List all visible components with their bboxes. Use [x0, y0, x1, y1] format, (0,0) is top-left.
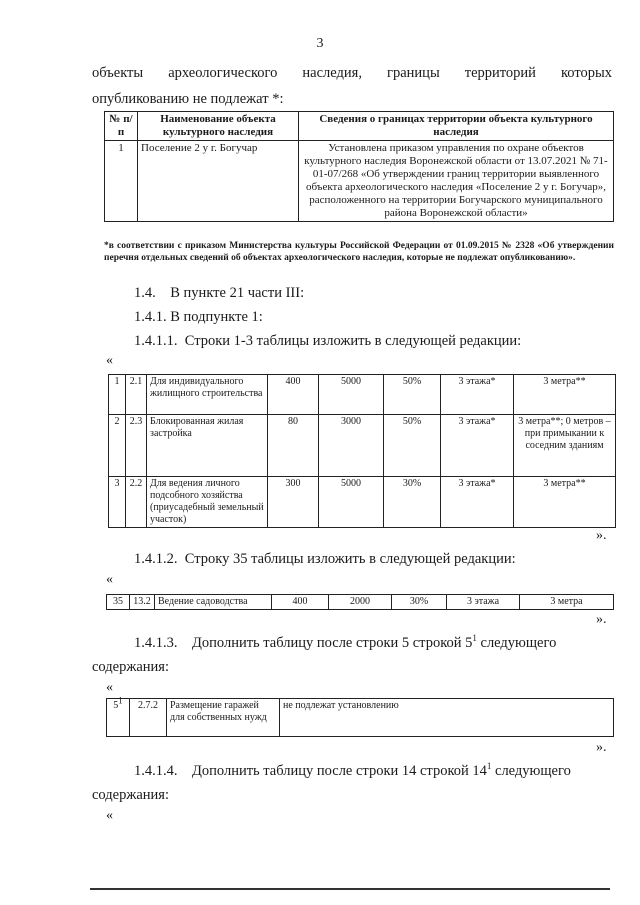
table-cell: 30% [384, 477, 441, 528]
table-cell: 5000 [319, 477, 384, 528]
section-1-4-1-3-line-2: содержания: [92, 659, 170, 675]
table-cell: 300 [268, 477, 319, 528]
bottom-rule [90, 888, 610, 890]
zoning-table-rows-1-3 [108, 374, 616, 528]
table-cell: 3 этажа* [441, 415, 514, 477]
table-cell: не подлежат установлению [280, 699, 614, 737]
table-cell: Поселение 2 у г. Богучар [138, 141, 299, 222]
table-cell: 35 [107, 595, 130, 610]
table-cell: 80 [268, 415, 319, 477]
table-cell: 1 [109, 375, 126, 415]
section-1-4-1-2: 1.4.1.2. Строку 35 таблицы изложить в следующей редакции: [134, 551, 516, 567]
section-text: следующего [491, 763, 571, 779]
table-row [109, 477, 616, 528]
table-cell: Для индивидуального жилищного строительства [147, 375, 268, 415]
table-cell: 3 метра [520, 595, 614, 610]
section-1-4-1: 1.4.1. В подпункте 1: [134, 309, 263, 325]
header-cell: Наименование объекта культурного наследия [138, 112, 299, 141]
quote-open: « [106, 353, 113, 368]
table-cell: 3 этажа* [441, 375, 514, 415]
table-cell: 2.1 [126, 375, 147, 415]
table-cell: 1 [105, 141, 138, 222]
table-row [107, 699, 614, 737]
table-row [105, 141, 614, 222]
table-cell: 3 метра**; 0 метров – при примыкании к соседним зданиям [514, 415, 616, 477]
table-cell: 5000 [319, 375, 384, 415]
table-cell: 3 метра** [514, 477, 616, 528]
section-1-4-1-3 [134, 634, 612, 652]
quote-open: « [106, 572, 113, 587]
table-cell [107, 695, 130, 737]
superscript: 1 [472, 633, 477, 644]
section-text: 1.4.1.4. Дополнить таблицу после строки 14 строкой 14 [134, 763, 487, 779]
quote-close: ». [596, 612, 607, 627]
quote-close: ». [596, 740, 607, 755]
intro-line-2: опубликованию не подлежат *: [92, 91, 284, 107]
section-text: 1.4.1.3. Дополнить таблицу после строки 5 строкой 5 [134, 635, 473, 651]
table-row [109, 415, 616, 477]
table-row [109, 375, 616, 415]
section-1-4-1-4 [134, 762, 612, 780]
table-header-row [105, 112, 614, 141]
table-cell: Блокированная жилая застройка [147, 415, 268, 477]
page-number: 3 [316, 36, 324, 51]
table-cell: 2 [109, 415, 126, 477]
quote-open: « [106, 680, 113, 695]
footnote: *в соответствии с приказом Министерства культуры Российской Федерации от 01.09.2015 № 2328 «Об утверждении перечня отдельных сведений об объектах археологического наследия, которые не подлежат опубликованию». [104, 241, 614, 263]
quote-open: « [106, 808, 113, 823]
table-cell: Для ведения личного подсобного хозяйства (приусадебный земельный участок) [147, 477, 268, 528]
quote-close: ». [596, 528, 607, 543]
table-cell: 50% [384, 415, 441, 477]
section-1-4-1-4-line-2: содержания: [92, 787, 170, 803]
table-cell: 50% [384, 375, 441, 415]
table-cell: 400 [268, 375, 319, 415]
zoning-table-row-35 [106, 594, 614, 610]
table-cell: Размещение гаражей для собственных нужд [167, 699, 280, 737]
section-text: следующего [476, 635, 557, 651]
row-number: 5 [113, 700, 119, 711]
table-cell: Установлена приказом управления по охране объектов культурного наследия Воронежской области от 13.07.2021 № 71-01-07/268 «Об утверждении границ территории выявленного объекта археологического наследия «Поселение 2 у г. Богучар», расположенного на территории Богучарского муниципального района Воронежской области» [299, 141, 614, 222]
table-cell: 2.2 [126, 477, 147, 528]
table-cell: 13.2 [130, 595, 155, 610]
section-1-4-1-1: 1.4.1.1. Строки 1-3 таблицы изложить в следующей редакции: [134, 333, 522, 349]
table-cell: 400 [272, 595, 329, 610]
table-cell: Ведение садоводства [155, 595, 272, 610]
table-cell: 30% [392, 595, 447, 610]
superscript: 1 [118, 695, 123, 706]
table-row [107, 595, 614, 610]
table-cell: 3000 [319, 415, 384, 477]
archaeology-table [104, 111, 614, 222]
table-cell: 2.7.2 [130, 699, 167, 737]
table-cell: 3 [109, 477, 126, 528]
table-cell: 3 этажа [447, 595, 520, 610]
section-1-4: 1.4. В пункте 21 части III: [134, 285, 305, 301]
table-cell: 3 этажа* [441, 477, 514, 528]
intro-line-1: объекты археологического наследия, границы территорий которых [92, 65, 612, 81]
header-cell: № п/п [105, 112, 138, 141]
superscript: 1 [486, 761, 492, 772]
header-cell: Сведения о границах территории объекта культурного наследия [299, 112, 614, 141]
table-cell: 3 метра** [514, 375, 616, 415]
zoning-table-row-5-1 [106, 695, 614, 737]
table-cell: 2000 [329, 595, 392, 610]
table-cell: 2.3 [126, 415, 147, 477]
